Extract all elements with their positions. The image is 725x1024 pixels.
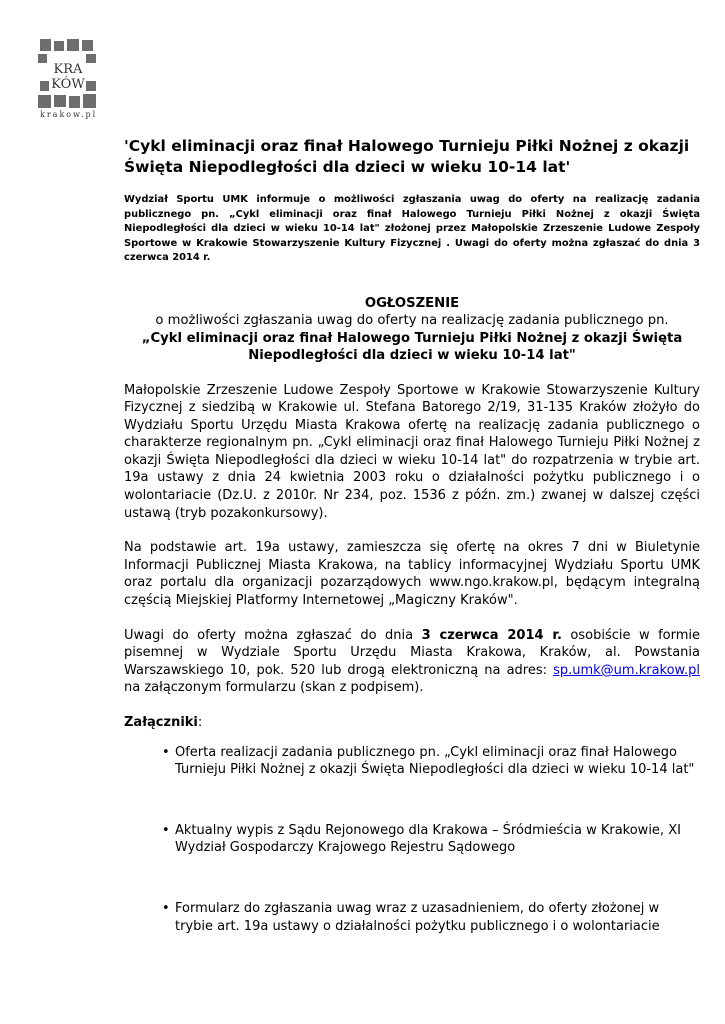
bullet-icon: • bbox=[162, 744, 170, 760]
announcement-intro: o możliwości zgłaszania uwag do oferty na realizację zadania publicznego pn. bbox=[155, 313, 669, 328]
document-content bbox=[124, 136, 700, 978]
bullet-icon: • bbox=[162, 822, 170, 838]
attachments-label: Załączniki bbox=[124, 715, 198, 730]
list-item bbox=[124, 900, 700, 935]
paragraph-comments bbox=[124, 627, 700, 697]
announcement-subject: „Cykl eliminacji oraz finał Halowego Turnieju Piłki Nożnej z okazji Święta Niepodległości dla dzieci w wieku 10-14 lat" bbox=[141, 330, 683, 363]
attachment-label: Aktualny wypis z Sądu Rejonowego dla Krakowa – Śródmieścia w Krakowie, XI Wydział Gospodarczy Krajowego Rejestru Sądowego bbox=[175, 822, 681, 856]
deadline-date: 3 czerwca 2014 r. bbox=[421, 627, 562, 643]
list-item bbox=[124, 822, 700, 857]
comments-text-middle: osobiście w formie pisemnej w Wydziale Sportu Urzędu Miasta Krakowa, Kraków, al. Powstania Warszawskiego 10, pok. 520 lub drogą elektroniczną na adres: bbox=[124, 627, 700, 678]
logo-caption: krakow.pl bbox=[40, 110, 98, 119]
attachments-heading bbox=[124, 714, 700, 732]
attachments-colon: : bbox=[197, 715, 203, 730]
attachments-list bbox=[124, 744, 700, 936]
announcement-heading: OGŁOSZENIE bbox=[364, 295, 460, 311]
lead-summary: Wydział Sportu UMK informuje o możliwości zgłaszania uwag do oferty na realizację zadania publicznego pn. „Cykl eliminacji oraz finał Halowego Turnieju Piłki Nożnej z okazji Święta Niepodległości dla dzieci w wieku 10-14 lat" złożonej przez Małopolskie Zrzeszenie Ludowe Zespoły Sportowe w Krakowie Stowarzyszenie Kultury Fizycznej . Uwagi do oferty można zgłaszać do dnia 3 czerwca 2014 r. bbox=[124, 194, 700, 263]
attachment-label: Oferta realizacji zadania publicznego pn. „Cykl eliminacji oraz finał Halowego Turnieju Piłki Nożnej z okazji Święta Niepodległości dla dzieci w wieku 10-14 lat" bbox=[175, 744, 695, 778]
logo-letters-bottom: KÓW bbox=[51, 77, 85, 92]
comments-text-after: na załączonym formularzu (skan z podpisem). bbox=[124, 680, 424, 696]
bullet-icon: • bbox=[162, 900, 170, 916]
paragraph-publication: Na podstawie art. 19a ustawy, zamieszcza się ofertę na okres 7 dni w Biuletynie Informacji Publicznej Miasta Krakowa, na tablicy informacyjnej Wydziału Sportu UMK oraz portalu dla organizacji pozarządowych www.ngo.krakow.pl, będącym integralną częścią Miejskiej Platformy Internetowej „Magiczny Kraków". bbox=[124, 540, 700, 609]
paragraph-offer: Małopolskie Zrzeszenie Ludowe Zespoły Sportowe w Krakowie Stowarzyszenie Kultury Fizycznej z siedzibą w Krakowie ul. Stefana Batorego 2/19, 31-135 Kraków złożyło do Wydziału Sportu Urzędu Miasta Krakowa ofertę na realizację zadania publicznego o charakterze regionalnym pn. „Cykl eliminacji oraz finał Halowego Turnieju Piłki Nożnej z okazji Święta Niepodległości dla dzieci w wieku 10-14 lat" do rozpatrzenia w trybie art. 19a ustawy z dnia 24 kwietnia 2003 roku o działalności pożytku publicznego i o wolontariacie (Dz.U. z 2010r. Nr 234, poz. 1536 z późn. zm.) zwanej w dalszej części ustawą (tryb pozakonkursowy). bbox=[124, 382, 700, 521]
comments-text-before: Uwagi do oferty można zgłaszać do dnia bbox=[124, 627, 422, 643]
email-link[interactable]: sp.umk@um.krakow.pl bbox=[553, 662, 700, 678]
page-title: 'Cykl eliminacji oraz finał Halowego Turnieju Piłki Nożnej z okazji Święta Niepodległości dla dzieci w wieku 10-14 lat' bbox=[124, 137, 690, 176]
logo-letters-top: KRA bbox=[53, 62, 83, 77]
announcement-block bbox=[124, 295, 700, 365]
attachment-label: Formularz do zgłaszania uwag wraz z uzasadnieniem, do oferty złożonej w trybie art. 19a ustawy o działalności pożytku publicznego i o wolontariacie bbox=[175, 900, 660, 934]
list-item bbox=[124, 744, 700, 779]
krakow-logo bbox=[38, 32, 98, 122]
